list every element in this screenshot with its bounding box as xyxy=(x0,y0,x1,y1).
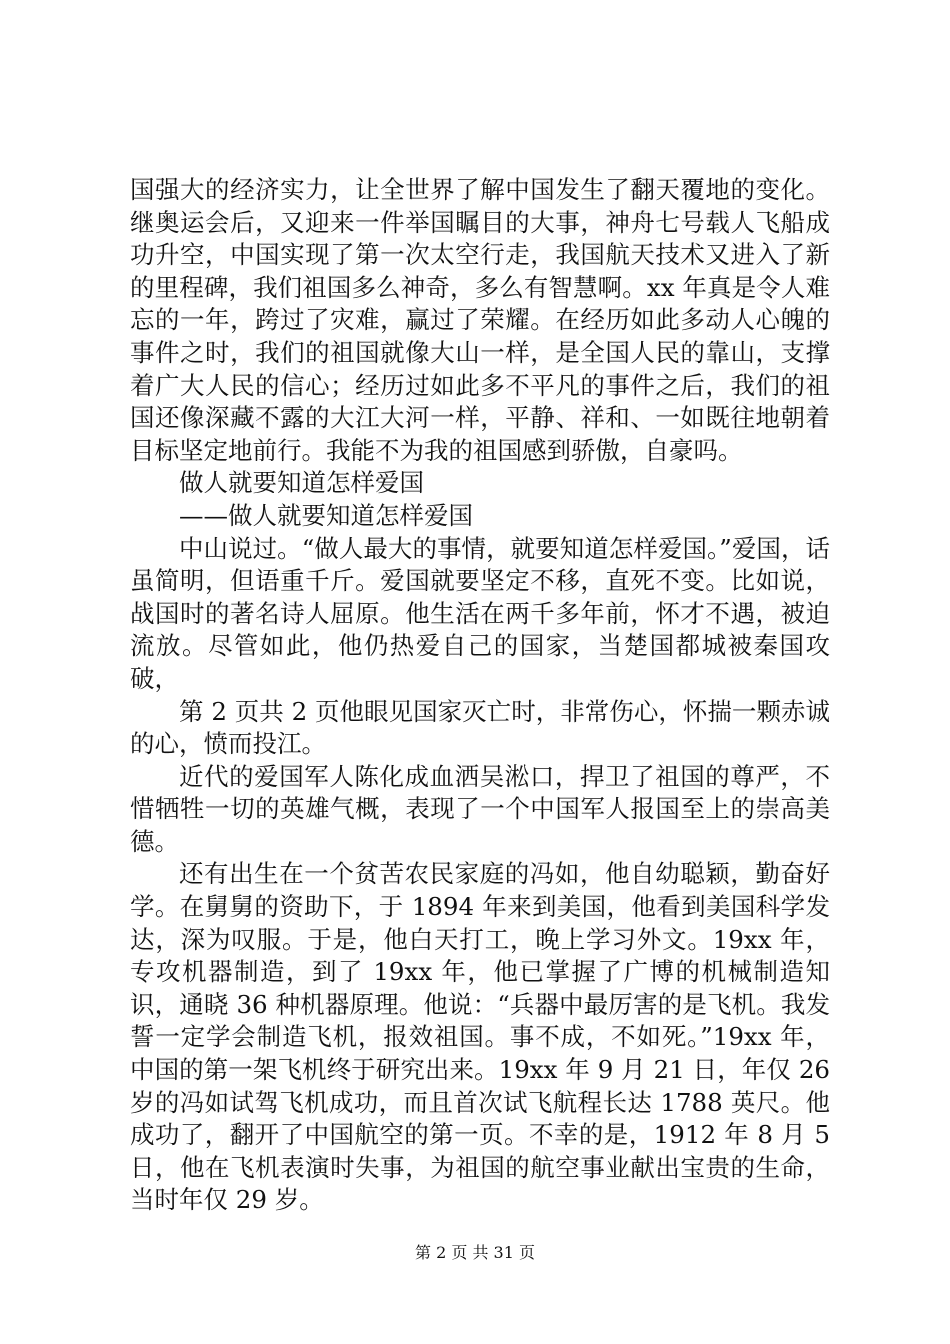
paragraph: 中山说过。“做人最大的事情，就要知道怎样爱国。”爱国，话虽简明，但语重千斤。爱国就要坚定不移，直死不变。比如说，战国时的著名诗人屈原。他生活在两千多年前，怀才不遇，被迫流放。尽管如此，他仍热爱自己的国家，当楚国都城被秦国攻破， xyxy=(130,533,830,693)
document-body xyxy=(130,174,830,1217)
section-title: 做人就要知道怎样爱国 xyxy=(179,468,424,498)
paragraph-continuation: 国强大的经济实力，让全世界了解中国发生了翻天覆地的变化。继奥运会后，又迎来一件举国瞩目的大事，神舟七号载人飞船成功升空，中国实现了第一次太空行走，我国航天技术又进入了新的里程碑，我们祖国多么神奇，多么有智慧啊。xx 年真是令人难忘的一年，跨过了灾难，赢过了荣耀。在经历如此多动人心魄的事件之时，我们的祖国就像大山一样，是全国人民的靠山，支撑着广大人民的信心；经历过如此多不平凡的事件之后，我们的祖国还像深藏不露的大江大河一样，平静、祥和、一如既往地朝着目标坚定地前行。我能不为我的祖国感到骄傲，自豪吗。 xyxy=(130,175,830,465)
paragraph: 还有出生在一个贫苦农民家庭的冯如，他自幼聪颖，勤奋好学。在舅舅的资助下，于 1894 年来到美国，他看到美国科学发达，深为叹服。于是，他白天打工，晚上学习外文。19xx 年，专攻机器制造，到了 19xx 年，他已掌握了广博的机械制造知识，通晓 36 种机器原理。他说：“兵器中最厉害的是飞机。我发誓一定学会制造飞机，报效祖国。事不成，不如死。”19xx 年，中国的第一架飞机终于研究出来。19xx 年 9 月 21 日，年仅 26 岁的冯如试驾飞机成功，而且首次试飞航程长达 1788 英尺。他成功了，翻开了中国航空的第一页。不幸的是，1912 年 8 月 5 日，他在飞机表演时失事，为祖国的航空事业献出宝贵的生命，当时年仅 29 岁。 xyxy=(130,859,830,1215)
paragraph: 第 2 页共 2 页他眼见国家灭亡时，非常伤心，怀揣一颗赤诚的心，愤而投江。 xyxy=(130,696,830,759)
page-footer: 第 2 页 共 31 页 xyxy=(415,1243,535,1262)
paragraph: 近代的爱国军人陈化成血洒吴淞口，捍卫了祖国的尊严，不惜牺牲一切的英雄气概，表现了一个中国军人报国至上的崇高美德。 xyxy=(130,761,830,856)
section-subtitle: ——做人就要知道怎样爱国 xyxy=(179,500,473,530)
